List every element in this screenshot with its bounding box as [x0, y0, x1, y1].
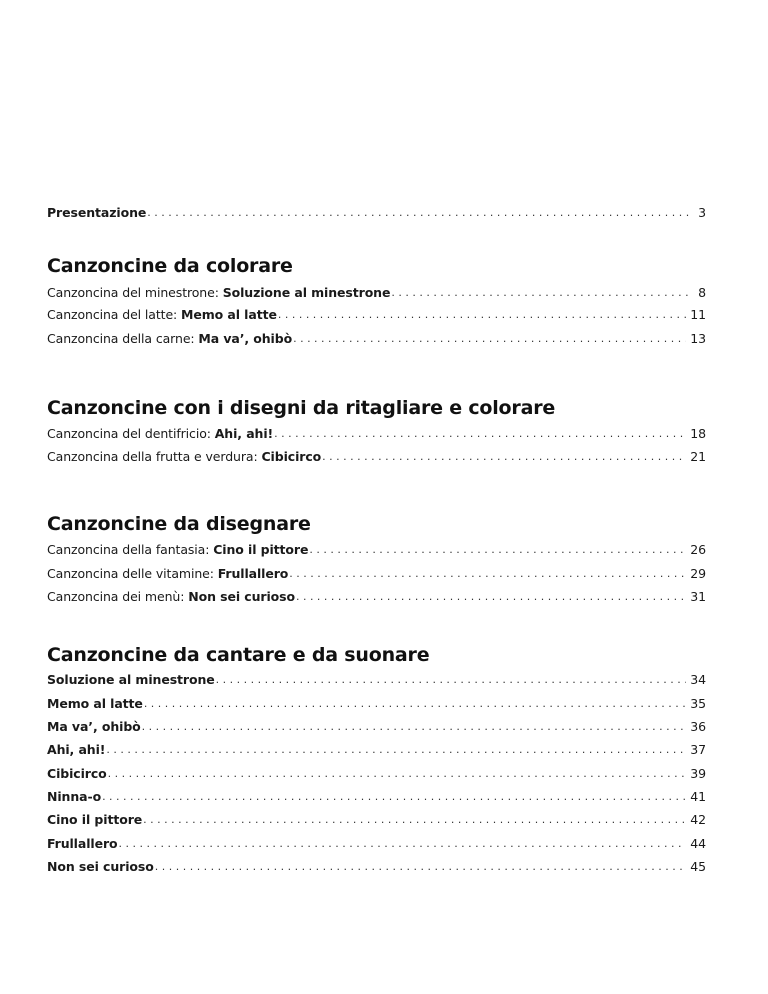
- toc-entry[interactable]: [47, 540, 706, 558]
- dot-leader: [106, 742, 686, 758]
- toc-entry[interactable]: [47, 694, 706, 712]
- toc-page-number: 45: [690, 859, 706, 874]
- toc-page-number: 42: [690, 812, 706, 827]
- section-heading: Canzoncine da cantare e da suonare: [47, 644, 430, 666]
- dot-leader: [147, 205, 692, 221]
- toc-page-number: 41: [690, 789, 706, 804]
- toc-page-number: 31: [690, 589, 706, 604]
- toc-entry-title: Ahi, ahi!: [47, 742, 106, 757]
- dot-leader: [216, 672, 687, 688]
- toc-entry-prefix: Canzoncina della fantasia:: [47, 542, 214, 557]
- toc-entry[interactable]: [47, 717, 706, 735]
- toc-entry-presentazione[interactable]: [47, 203, 706, 221]
- toc-page-number: 3: [698, 205, 706, 220]
- toc-page-number: 13: [690, 331, 706, 346]
- toc-page-number: 37: [690, 742, 706, 757]
- section-heading: Canzoncine con i disegni da ritagliare e colorare: [47, 397, 556, 419]
- toc-entry[interactable]: [47, 587, 706, 605]
- dot-leader: [119, 836, 687, 852]
- dot-leader: [322, 449, 686, 465]
- toc-page-number: 35: [690, 696, 706, 711]
- toc-page-number: 11: [690, 307, 706, 322]
- dot-leader: [293, 331, 686, 347]
- toc-entry[interactable]: [47, 740, 706, 758]
- dot-leader: [391, 285, 692, 301]
- toc-page-number: 21: [690, 449, 706, 464]
- toc-entry[interactable]: [47, 764, 706, 782]
- toc-entry-title: Soluzione al minestrone: [222, 285, 391, 300]
- dot-leader: [108, 766, 687, 782]
- toc-entry[interactable]: [47, 424, 706, 442]
- toc-entry-title: Presentazione: [47, 205, 147, 220]
- toc-entry-prefix: Canzoncina del minestrone:: [47, 285, 223, 300]
- toc-entry[interactable]: [47, 670, 706, 688]
- toc-entry-title: Ninna-o: [47, 789, 102, 804]
- dot-leader: [296, 589, 686, 605]
- toc-page-number: 34: [690, 672, 706, 687]
- toc-entry-title: Frullallero: [217, 566, 289, 581]
- toc-entry[interactable]: [47, 305, 706, 323]
- dot-leader: [274, 426, 686, 442]
- toc-entry[interactable]: [47, 564, 706, 582]
- toc-entry-title: Ma va’, ohibò: [47, 719, 141, 734]
- toc-page-number: 26: [690, 542, 706, 557]
- toc-entry[interactable]: [47, 787, 706, 805]
- toc-entry[interactable]: [47, 834, 706, 852]
- toc-entry-title: Soluzione al minestrone: [47, 672, 215, 687]
- dot-leader: [309, 542, 686, 558]
- toc-page-number: 44: [690, 836, 706, 851]
- toc-page-number: 8: [698, 285, 706, 300]
- dot-leader: [102, 789, 686, 805]
- toc-entry-title: Cibicirco: [261, 449, 322, 464]
- toc-entry-title: Memo al latte: [181, 307, 277, 322]
- toc-entry-prefix: Canzoncina dei menù:: [47, 589, 189, 604]
- toc-entry-prefix: Canzoncina del dentifricio:: [47, 426, 215, 441]
- dot-leader: [289, 566, 686, 582]
- toc-page-number: 36: [690, 719, 706, 734]
- toc-entry[interactable]: [47, 283, 706, 301]
- toc-entry[interactable]: [47, 857, 706, 875]
- toc-entry-title: Frullallero: [47, 836, 118, 851]
- section-heading: Canzoncine da disegnare: [47, 513, 311, 535]
- dot-leader: [142, 719, 687, 735]
- toc-page-number: 29: [690, 566, 706, 581]
- toc-entry-title: Ma va’, ohibò: [198, 331, 293, 346]
- toc-entry[interactable]: [47, 447, 706, 465]
- toc-entry[interactable]: [47, 329, 706, 347]
- toc-entry-title: Cibicirco: [47, 766, 107, 781]
- toc-entry[interactable]: [47, 810, 706, 828]
- toc-entry-label: [47, 205, 146, 221]
- toc-entry-title: Memo al latte: [47, 696, 143, 711]
- toc-entry-title: Non sei curioso: [47, 859, 154, 874]
- toc-entry-prefix: Canzoncina del latte:: [47, 307, 182, 322]
- toc-entry-prefix: Canzoncina della carne:: [47, 331, 199, 346]
- toc-entry-title: Non sei curioso: [188, 589, 295, 604]
- toc-entry-title: Ahi, ahi!: [214, 426, 274, 441]
- toc-entry-title: Cino il pittore: [47, 812, 143, 827]
- dot-leader: [143, 812, 686, 828]
- dot-leader: [155, 859, 687, 875]
- toc-entry-prefix: Canzoncina della frutta e verdura:: [47, 449, 262, 464]
- toc-page-number: 18: [690, 426, 706, 441]
- section-heading: Canzoncine da colorare: [47, 255, 293, 277]
- toc-entry-prefix: Canzoncina delle vitamine:: [47, 566, 218, 581]
- toc-page-number: 39: [690, 766, 706, 781]
- dot-leader: [278, 307, 686, 323]
- dot-leader: [144, 696, 686, 712]
- toc-entry-title: Cino il pittore: [213, 542, 309, 557]
